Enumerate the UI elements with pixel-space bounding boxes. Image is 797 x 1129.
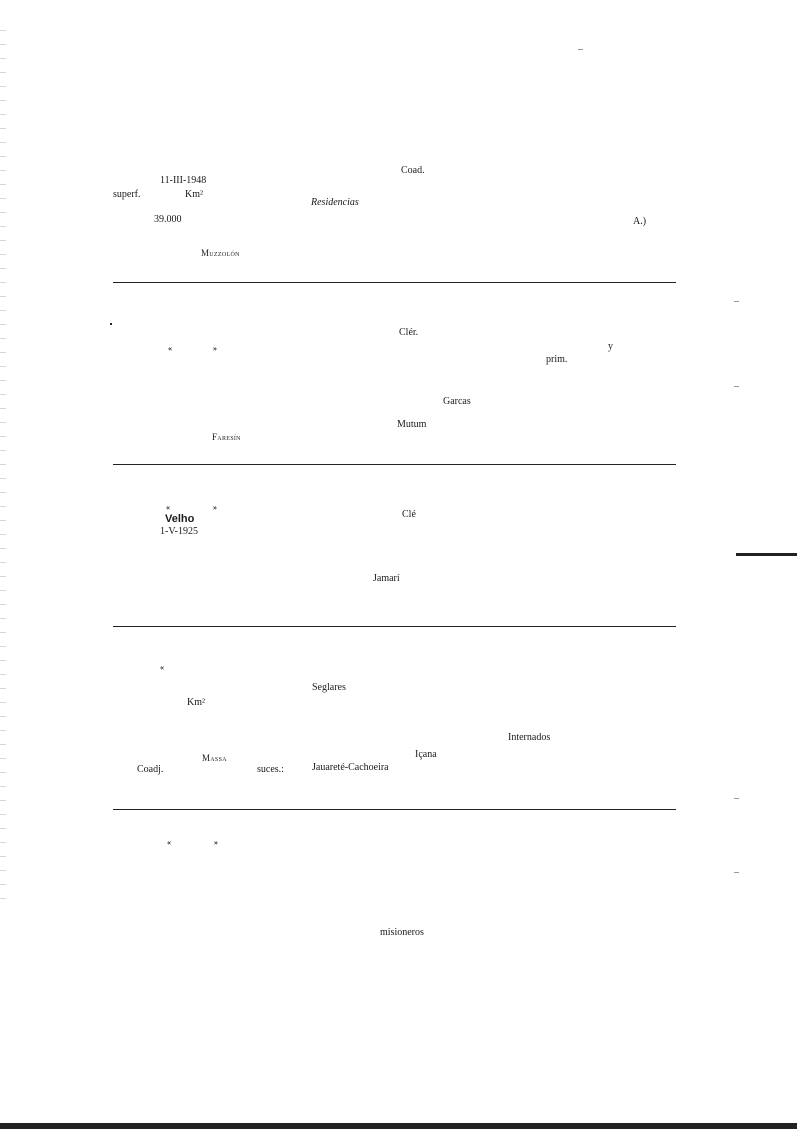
quote-close: »	[214, 838, 218, 847]
margin-dash	[734, 386, 739, 387]
section-divider	[113, 282, 676, 283]
margin-dash	[578, 49, 583, 50]
margin-dash	[734, 798, 739, 799]
misioneros-label: misioneros	[380, 927, 424, 938]
residencias-label: Residencias	[311, 197, 359, 208]
area-unit: Km²	[187, 697, 205, 708]
internados-label: Internados	[508, 732, 551, 743]
cler-label: Clér.	[399, 327, 419, 338]
superf-label: superf.	[113, 189, 141, 200]
coad-label: Coad.	[401, 165, 425, 176]
place-jauarete: Jauareté-Cachoeira	[312, 762, 389, 773]
prim-label: prim.	[546, 354, 568, 365]
quote-open: «	[168, 344, 172, 353]
a-note: A.)	[633, 216, 647, 227]
quote-close: »	[213, 503, 217, 512]
place-jamari: Jamarí	[373, 573, 400, 584]
person-name: Massa	[202, 753, 227, 763]
place-mutum: Mutum	[397, 419, 427, 430]
cle-label: Clé	[402, 509, 416, 520]
section-divider	[113, 809, 676, 810]
quote-open: «	[160, 663, 164, 672]
place-garcas: Garcas	[443, 396, 471, 407]
edge-bar-mark	[736, 553, 797, 556]
person-name: Muzzolón	[201, 248, 240, 258]
coadj-label: Coadj.	[137, 764, 164, 775]
speck-mark	[110, 323, 112, 325]
place-icana: Içana	[415, 749, 437, 760]
person-name: Faresín	[212, 432, 241, 442]
date-text: 11-III-1948	[160, 175, 207, 186]
scan-edge-specks	[0, 30, 6, 900]
margin-dash	[734, 301, 739, 302]
date-text: 1-V-1925	[160, 526, 198, 537]
bottom-edge-bar	[0, 1123, 797, 1129]
quote-open: «	[166, 503, 170, 512]
y-word: y	[608, 341, 613, 352]
number-text: 39.000	[154, 214, 182, 225]
seglares-label: Seglares	[312, 682, 346, 693]
margin-dash	[734, 872, 739, 873]
name-text: Velho	[165, 513, 195, 525]
quote-close: »	[213, 344, 217, 353]
section-divider	[113, 464, 676, 465]
suces-label: suces.:	[257, 764, 284, 775]
quote-open: «	[167, 838, 171, 847]
area-unit: Km²	[185, 189, 203, 200]
section-divider	[113, 626, 676, 627]
